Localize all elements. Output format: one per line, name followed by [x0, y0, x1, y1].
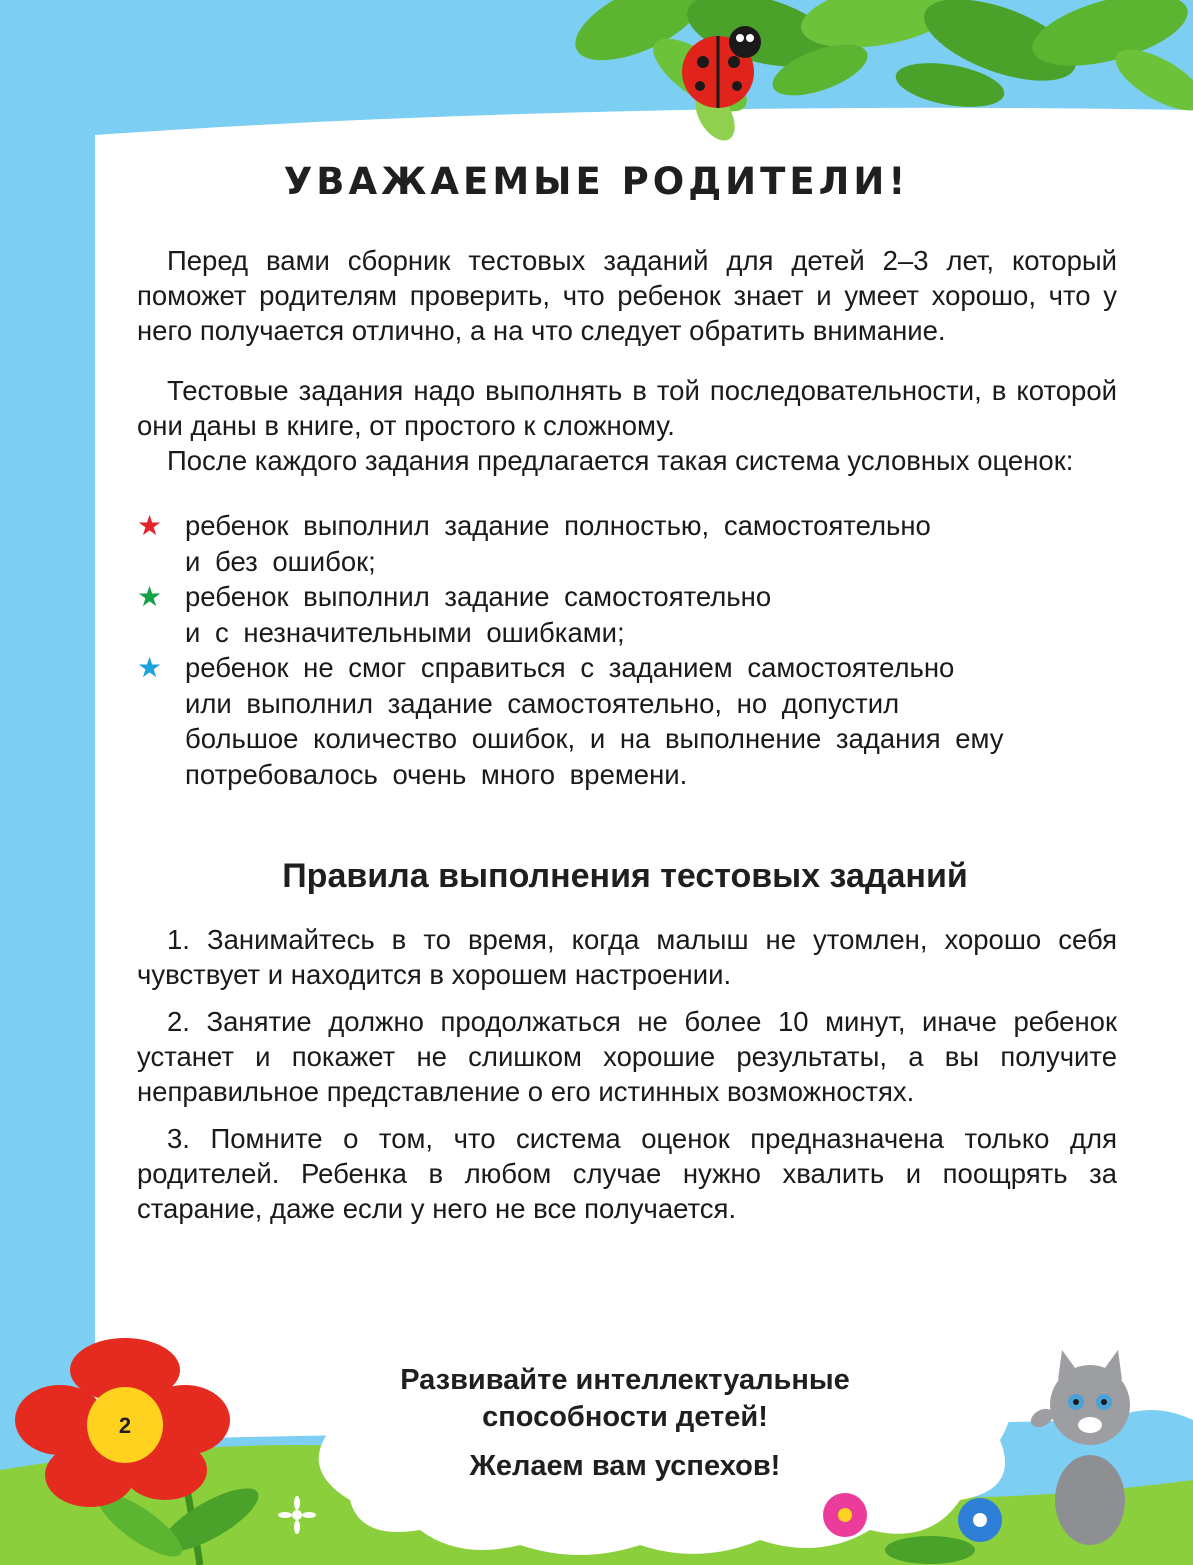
green-star-icon: ★ [137, 581, 163, 612]
intro-paragraph-1: Перед вами сборник тестовых заданий для детей 2–3 лет, который поможет родителям проверить, что ребенок знает и умеет хорошо, что у него получается отлично, а на что следует обратить внимание. [137, 245, 1117, 346]
rating-line: ребенок выполнил задание полностью, самостоятельно [185, 510, 931, 541]
page-number: 2 [118, 1413, 132, 1438]
rating-item [137, 508, 1117, 579]
intro-paragraph-2: Тестовые задания надо выполнять в той последовательности, в которой они даны в книге, от простого к сложному. [137, 375, 1117, 441]
blue-star-icon: ★ [137, 652, 163, 683]
rating-line: и без ошибок; [185, 545, 376, 577]
rule-3: 3. Помните о том, что система оценок предназначена только для родителей. Ребенка в любом случае нужно хвалить и поощрять за старание, даже если у него не все получается. [137, 1123, 1117, 1224]
rules-title: Правила выполнения тестовых заданий [282, 857, 968, 895]
intro-paragraph-3: После каждого задания предлагается такая система условных оценок: [167, 445, 1074, 476]
rating-line: потребовалось очень много времени. [185, 758, 688, 790]
rating-item [137, 650, 1117, 792]
rating-line: ребенок не смог справиться с заданием самостоятельно [185, 652, 955, 683]
rating-list [137, 508, 1117, 792]
rating-line: или выполнил задание самостоятельно, но допустил [185, 687, 900, 719]
rating-line: и с незначительными ошибками; [185, 616, 625, 648]
rule-2: 2. Занятие должно продолжаться не более 10 минут, иначе ребенок устанет и покажет не слишком хорошие результаты, а вы получите неправильное представление о его истинных возможностях. [137, 1006, 1117, 1107]
red-star-icon: ★ [137, 510, 163, 541]
rule-1: 1. Занимайтесь в то время, когда малыш не утомлен, хорошо себя чувствует и находится в хорошем настроении. [137, 924, 1117, 990]
cloud-line-2: способности детей! [482, 1401, 768, 1433]
rating-item [137, 579, 1117, 650]
page-title: УВАЖАЕМЫЕ РОДИТЕЛИ! [283, 160, 910, 203]
cloud-line-3: Желаем вам успехов! [469, 1450, 781, 1482]
rating-line: большое количество ошибок, и на выполнение задания ему [185, 723, 1004, 754]
rating-line: ребенок выполнил задание самостоятельно [185, 581, 772, 612]
cloud-line-1: Развивайте интеллектуальные [400, 1364, 850, 1396]
